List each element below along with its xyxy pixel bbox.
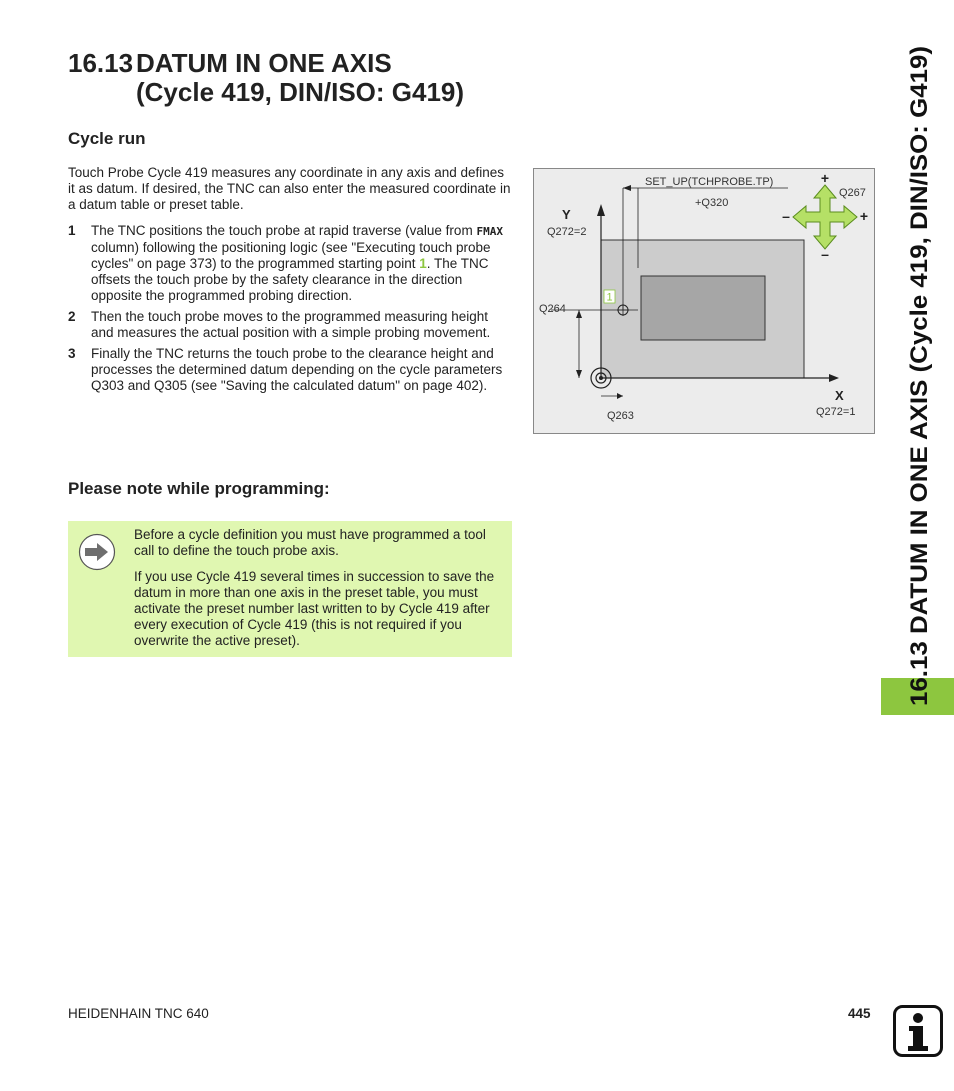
step-number: 2 (68, 309, 76, 324)
arrow-right-icon (78, 533, 116, 571)
cycle-run-heading: Cycle run (68, 129, 146, 148)
step-text: Finally the TNC returns the touch probe to the clearance height and processes the determined datum depending on the cycle parameters Q303 and Q305 (see "Saving the calculated datum" on page 402). (91, 346, 503, 393)
minus-left-sign: – (782, 208, 790, 224)
notes-heading: Please note while programming: (68, 479, 330, 498)
workpiece-inner (641, 276, 765, 340)
steps-list (68, 223, 513, 399)
y-axis-label: Y (562, 207, 571, 222)
step-text: Then the touch probe moves to the programmed measuring height and measures the actual position with a simple probing movement. (91, 309, 491, 340)
step-text: The TNC positions the touch probe at rapid traverse (value from (91, 223, 473, 238)
step-text: column) following the positioning logic (see "Executing touch probe cycles" on page 373) to the programmed starting point (91, 240, 491, 271)
fmax-code: FMAX (476, 225, 503, 238)
q264-label: Q264 (539, 303, 566, 315)
q320-label: +Q320 (695, 197, 729, 209)
list-item (68, 346, 513, 394)
step-number: 1 (68, 223, 76, 238)
q272-1-label: Q272=1 (816, 406, 856, 418)
note-paragraph: Before a cycle definition you must have programmed a tool call to define the touch probe axis. (134, 527, 486, 558)
page-number: 445 (848, 1006, 871, 1021)
datum-center (599, 376, 603, 380)
q272-2-label: Q272=2 (547, 226, 587, 238)
q263-label: Q263 (607, 410, 634, 422)
step-text: . The TNC offsets the touch probe by the safety clearance in the direction opposite the programmed probing direction. (91, 256, 489, 303)
x-axis-label: X (835, 388, 844, 403)
probe-cycle-figure (533, 168, 875, 434)
note-paragraph: If you use Cycle 419 several times in succession to save the datum in more than one axis in the preset table, you must activate the preset number last written to by Cycle 419 after every execution of Cycle 419 (this is not required if you overwrite the active preset). (134, 569, 495, 648)
info-icon (893, 1005, 943, 1057)
plus-right-sign: + (859, 208, 869, 224)
section-number: 16.13 (68, 48, 134, 78)
chapter-side-tab (881, 0, 954, 715)
setup-label: SET_UP(TCHPROBE.TP) (645, 176, 774, 188)
side-tab-title: 16.13 DATUM IN ONE AXIS (Cycle 419, DIN/ISO: G419) (906, 93, 933, 706)
step-number: 3 (68, 346, 76, 361)
list-item (68, 309, 513, 341)
minus-bottom-sign: – (821, 246, 829, 262)
start-point-ref: 1 (419, 256, 427, 271)
list-item (68, 223, 513, 304)
plus-top-sign: + (820, 170, 830, 186)
q267-label: Q267 (839, 187, 866, 199)
page-subtitle: (Cycle 419, DIN/ISO: G419) (136, 77, 465, 107)
intro-paragraph: Touch Probe Cycle 419 measures any coordinate in any axis and defines it as datum. If desired, the TNC can also enter the measured coordinate in a datum table or preset table. (68, 165, 511, 212)
point-label: 1 (606, 291, 613, 304)
page-title: DATUM IN ONE AXIS (136, 48, 392, 78)
footer-product: HEIDENHAIN TNC 640 (68, 1006, 209, 1021)
note-text (134, 527, 504, 659)
